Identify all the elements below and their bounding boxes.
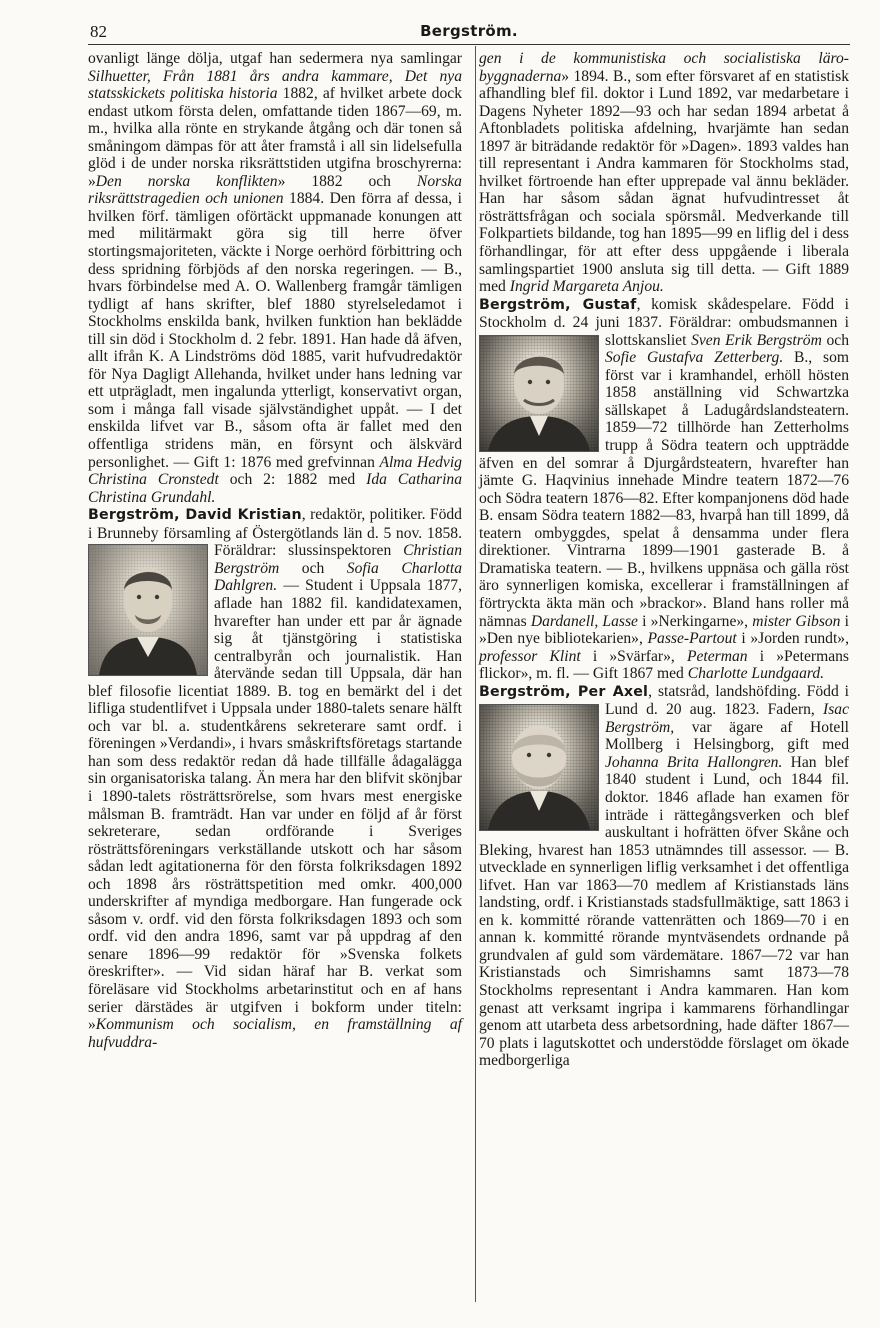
italic-run: Dardanell, Lasse xyxy=(530,612,638,630)
text-run: i »Svärfar», xyxy=(580,647,687,665)
italic-title: gen i de kommunistiska och socialistiska läro-byggnaderna xyxy=(479,50,849,85)
text-run: 1884. Den förra af dessa, i hvilken förf. tämligen oförtäckt uppmanade konungen att med militärmakt göra sig till herre öfver stortingsmajoriteten, väckte i Norge oerhörd förbittring och dess spridning förbjöds af den norska regeringen. — B., hvars förbindelse med A. O. Wallenberg framgår tämligen tydligt af hans skrifter, blef 1880 styrelseledamot i Stockholms enskilda bank, hvilken funktion han beklädde till sin död i Stockholm d. 2 febr. 1891. Han hade då äfven, allt ifrån K. A Lindströms död 1885, varit hufvudredaktör för Nya Dagligt Allehanda, hvilket under hans ledning var ett utprägladt, men ingalunda ytterligt, konservativt organ, som i många fall visade självständighet uppåt. — I det enskilda lifvet var B., såsom ofta är fallet med den offentliga stridens män, en försynt och älskvärd personlighet. — Gift 1: 1876 med grefvinnan xyxy=(88,190,462,471)
text-run: Han blef 1840 student i Lund, och 1844 fil. doktor. 1846 aflade han examen för inträde i rättegångsverken och blef auskultant i hofrätten öfver Skåne och Bleking, hvarest han 1853 utnämndes till assessor. — B. utvecklade en synnerligen liflig verksamhet i det offentliga lifvet. Han var 1863—70 medlem af Kristianstads läns landsting, ordf. i Kristianstads stadsfullmäktige, satt 1863 i en k. kommitté rörande vattenrätten och 1869—70 i en annan k. kommitté rörande myntväsendets ordnande på grundvalen af guld som värdemätare. 1867—72 var han Kristianstads och Simrishamns samt 1873—78 Stockholms representant i Andra kammaren. Han kom genast att verksamt ingripa i kammarens förhandlingar genom att utarbeta dess arbetsordning, hade däfter 1867—70 plats i lagutskottet och understödde förslaget om ökade medborgerliga xyxy=(479,753,849,1070)
italic-run: Passe-Partout xyxy=(647,630,737,648)
italic-name: Alma Hedvig Christina Cronstedt xyxy=(88,453,462,489)
text-run: i »Den nye bibliotekarien», xyxy=(479,612,849,648)
italic-title: Norska riksrättstragedien och unionen xyxy=(88,172,462,208)
text-run: , redaktör, politiker. Född i Brunneby församling af Östergötlands län d. 5 nov. 1858. Föräldrar: slussinspektoren xyxy=(88,506,462,560)
italic-run: Charlotte Lundgaard. xyxy=(687,665,825,683)
portrait-per-axel-image-svg xyxy=(480,705,598,830)
portrait-david-image xyxy=(88,544,208,676)
left-column xyxy=(88,50,462,1051)
entry-continuation xyxy=(88,50,462,506)
text-run: » 1894. B., som efter försvaret af en statistisk afhandling blef fil. doktor i Lund 1892, var medarbetare i Dagens Nyheter 1892—93 och har sedan 1894 arbetat å Aftonbladets politiska afdelning, hvarjämte han sedan 1897 är biträdande redaktör för »Dagen». 1893 valdes han till representant i Andra kammaren för Stockholms stad, hvilket förtroende han efter upprepade val ännu bekläder. Han har såsom sådan ägnat hufvudintresset åt rösträttsfrågan och sociala spörsmål. Medverkande till Folkpartiets bildande, tog han 1895—99 en liflig del i dess förhandlingar, för att efter dess uppgående i liberala samlingspartiet 1900 ansluta sig till detta. — Gift 1889 med xyxy=(479,67,849,296)
text-run: i »Jorden rundt», xyxy=(736,630,849,648)
entry-david-kristian xyxy=(88,506,462,1051)
entry-per-axel xyxy=(479,683,849,1070)
italic-name: Sofia Charlotta Dahlgren. xyxy=(214,559,463,595)
italic-title: Silhuetter, Från 1881 års andra kammare, Det nya statsskickets politiska historia xyxy=(88,67,462,103)
text-run: och xyxy=(279,559,347,577)
text-run: , statsråd, landshöfding. Född i Lund d. 20 aug. 1823. Fadern, xyxy=(605,682,850,719)
text-run: i »Petermans flickor», m. fl. — Gift 1867 med xyxy=(479,647,850,683)
entry-heading: Bergström, Gustaf xyxy=(479,296,637,313)
text-run: » 1882 och xyxy=(277,172,417,190)
page-number: 82 xyxy=(90,22,107,41)
italic-run: Isac Bergström, xyxy=(605,701,849,736)
portrait-gustaf-image-svg xyxy=(480,336,598,451)
column-divider xyxy=(475,46,476,1302)
entry-gustaf xyxy=(479,296,849,683)
entry-david-continuation xyxy=(479,50,849,296)
text-run: och 2: 1882 med xyxy=(218,471,367,489)
italic-run: Sven Erik Bergström xyxy=(691,331,822,349)
italic-title: Kommunism och socialism, en framställning af hufvuddra- xyxy=(88,1016,462,1051)
text-run: var ägare af Hotell Mollberg i Helsingborg, gift med xyxy=(605,718,849,754)
portrait-per-axel-image xyxy=(479,704,599,831)
portrait-gustaf-image xyxy=(479,335,599,452)
italic-title: Den norska konflikten xyxy=(95,172,278,190)
portrait-david-svg xyxy=(89,545,207,675)
text-run: i »Nerkingarne», xyxy=(637,612,753,630)
running-head: Bergström. xyxy=(420,22,518,40)
page-header xyxy=(88,22,850,46)
italic-run: Peterman xyxy=(686,647,748,665)
right-column xyxy=(479,50,849,1070)
italic-run: mister Gibson xyxy=(752,612,841,630)
entry-heading: Bergström, Per Axel xyxy=(479,683,649,700)
italic-name: Christian Bergström xyxy=(214,542,462,577)
text-run: och xyxy=(821,331,849,349)
italic-run: Sofie Gustafva Zetterberg. xyxy=(605,349,784,367)
text-run: , komisk skådespelare. Född i Stockholm d. 24 juni 1837. Föräldrar: ombudsmannen i slottskansliet xyxy=(479,295,849,349)
italic-run: professor Klint xyxy=(479,647,581,665)
text-run: B., som först var i kramhandel, erhöll hösten 1858 anställning vid Schwartzka sällskapet å Ladugårdslandsteatern. 1859—72 tillhörde han Zetterholms trupp å Södra teatern och uppträdde äfven en del somrar å Djurgårdsteatern, hvarefter han jämte G. Haqvinius innehade Mindre teatern 1872—76 och Södra teatern 1876—82. Efter kompanjonens död hade B. ensam Södra teatern 1882—83, hvarpå han till 1899, då teatern ombyggdes, spelat å densamma under flera direktioner. Vintrarna 1899—1901 gasterade B. å Dramatiska teatern. — B., hvilkens uppnäsa och gälla röst äro synnerligen komiska, excellerar i framställningen af förtryckta äkta män och »brackor». Bland hans roller må nämnas xyxy=(479,349,849,630)
text-run: — Student i Uppsala 1877, aflade han 1882 fil. kandidatexamen, hvarefter han under ett par år ägnade sig åt tjänstgöring i statistiska centralbyrån och journalistik. Han återvände sedan till Uppsala, där han blef filosofie licentiat 1889. B. tog en bemärkt del i det lifliga studentlifvet i Uppsala under 1880-talets senare hälft och var bl. a. studentkårens sekreterare samt ordf. i föreningen »Verdandi», i hvars småskriftsföretags startande han som dess redaktör redan då hade tillfälle ådagalägga sin organisatoriska talang. Än mera har den blifvit skönjbar i 1890-talets rösträttsrörelse, som hvars mest energiske målsman B. framträdt. Han var under en följd af år först sekreterare, sedan ordförande i Sveriges rösträttsföreningars verkställande utskott och har såsom sådan ledt agitationerna för den första folkriksdagen 1892 och 1898 års rösträttspetition med omkr. 400,000 underskrifter af myndiga medborgare. Han fungerade ock såsom v. ordf. vid den första folkriksdagen 1893 och som ordf. vid den andra 1896, samt var på uppdrag af den senare 1896—99 redaktör för »Svenska folkets öreskrifter». — Vid sidan häraf har B. verkat som föreläsare vid Stockholms arbetarinstitut och en af hans serier därstädes är utgifven i bokform under titeln: » xyxy=(88,577,462,1034)
italic-name: Ida Catharina Christina Grundahl. xyxy=(88,471,462,506)
header-rule xyxy=(88,44,850,45)
italic-name: Ingrid Margareta Anjou. xyxy=(509,278,664,296)
text-run: ovanligt länge dölja, utgaf han sedermera nya samlingar xyxy=(88,50,462,67)
text-run: 1882, af hvilket arbete dock endast utkom första delen, omfattande tiden 1867—69, m. m., hvilka alla rönte en strykande åtgång och där tonen så småningom dämpas för att åter framstå i all sin lidelsefulla glöd i de under norska riksrättstiden utgifna broschyrerna: » xyxy=(88,85,462,190)
entry-heading: Bergström, David Kristian xyxy=(88,507,302,524)
italic-run: Johanna Brita Hallongren. xyxy=(605,753,783,771)
